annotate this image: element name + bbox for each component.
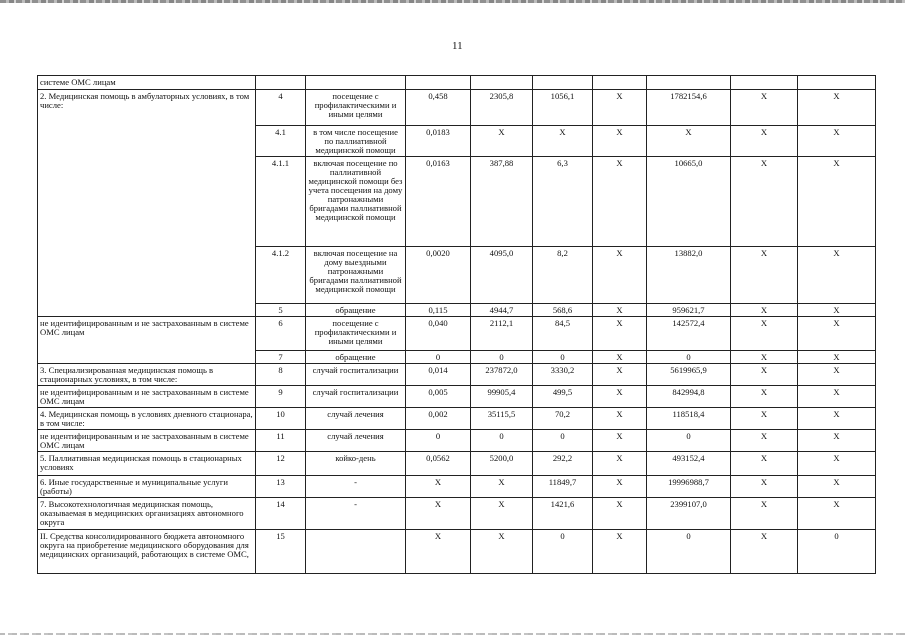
value-cell: 0,014 [406, 364, 471, 386]
row-number-cell: 7 [256, 351, 306, 364]
unit-cell: обращение [306, 304, 406, 317]
row-number-cell: 13 [256, 476, 306, 498]
table-row [38, 90, 876, 126]
value-cell: 959621,7 [647, 304, 731, 317]
value-cell: 0,458 [406, 90, 471, 126]
value-cell: 0 [798, 530, 876, 574]
value-cell: X [798, 452, 876, 476]
value-cell: 142572,4 [647, 317, 731, 351]
value-cell: X [533, 126, 593, 157]
value-cell: X [593, 157, 647, 247]
value-cell: X [593, 364, 647, 386]
value-cell: X [471, 476, 533, 498]
unit-cell: случай лечения [306, 430, 406, 452]
row-name-cell: 5. Паллиативная медицинская помощь в стационарных условиях [38, 452, 256, 476]
value-cell: X [731, 304, 798, 317]
unit-cell [306, 76, 406, 90]
row-number-cell: 4.1 [256, 126, 306, 157]
value-cell: X [798, 304, 876, 317]
value-cell: 0 [533, 530, 593, 574]
value-cell: 493152,4 [647, 452, 731, 476]
value-cell: 0 [406, 430, 471, 452]
value-cell: 0,040 [406, 317, 471, 351]
row-name-cell: не идентифицированным и не застрахованным в системе ОМС лицам [38, 317, 256, 364]
value-cell: X [731, 386, 798, 408]
value-cell: X [731, 408, 798, 430]
value-cell: X [471, 126, 533, 157]
value-cell: X [798, 386, 876, 408]
value-cell [471, 76, 533, 90]
value-cell: X [731, 126, 798, 157]
value-cell: X [731, 364, 798, 386]
table-row [38, 476, 876, 498]
row-name-cell: 4. Медицинская помощь в условиях дневного стационара, в том числе: [38, 408, 256, 430]
row-name-cell: системе ОМС лицам [38, 76, 256, 90]
value-cell: X [731, 317, 798, 351]
scan-edge-bottom [0, 633, 905, 635]
value-cell: 35115,5 [471, 408, 533, 430]
value-cell: X [798, 126, 876, 157]
financing-table [37, 75, 876, 574]
value-cell: X [798, 351, 876, 364]
value-cell: X [798, 157, 876, 247]
unit-cell: случай госпитализации [306, 386, 406, 408]
table-row [38, 76, 876, 90]
unit-cell: включая посещение на дому выездными патронажными бригадами паллиативной медицинской помощи [306, 247, 406, 304]
value-cell: 5200,0 [471, 452, 533, 476]
value-cell: 568,6 [533, 304, 593, 317]
page-number: 11 [452, 40, 463, 52]
value-cell: X [593, 386, 647, 408]
value-cell: 19996988,7 [647, 476, 731, 498]
row-number-cell: 12 [256, 452, 306, 476]
value-cell: 292,2 [533, 452, 593, 476]
value-cell: 0,005 [406, 386, 471, 408]
value-cell: X [798, 408, 876, 430]
value-cell: 11849,7 [533, 476, 593, 498]
value-cell [647, 76, 731, 90]
value-cell [731, 76, 798, 90]
unit-cell: посещение с профилактическими и иными целями [306, 317, 406, 351]
value-cell: 2112,1 [471, 317, 533, 351]
value-cell: X [798, 317, 876, 351]
row-number-cell [256, 76, 306, 90]
row-number-cell: 5 [256, 304, 306, 317]
value-cell: 0 [406, 351, 471, 364]
value-cell: X [593, 247, 647, 304]
value-cell: X [798, 247, 876, 304]
value-cell: 0,002 [406, 408, 471, 430]
row-number-cell: 10 [256, 408, 306, 430]
value-cell: 6,3 [533, 157, 593, 247]
unit-cell: - [306, 498, 406, 530]
value-cell: 70,2 [533, 408, 593, 430]
value-cell: X [593, 430, 647, 452]
table-row [38, 530, 876, 574]
table-row [38, 317, 876, 351]
value-cell: 2399107,0 [647, 498, 731, 530]
row-name-cell: 7. Высокотехнологичная медицинская помощь, оказываемая в медицинских организациях автономного округа [38, 498, 256, 530]
value-cell: 387,88 [471, 157, 533, 247]
value-cell: 0,115 [406, 304, 471, 317]
value-cell: X [593, 530, 647, 574]
row-name-cell: 6. Иные государственные и муниципальные услуги (работы) [38, 476, 256, 498]
value-cell: 2305,8 [471, 90, 533, 126]
unit-cell: случай госпитализации [306, 364, 406, 386]
value-cell: X [731, 351, 798, 364]
value-cell: X [593, 90, 647, 126]
value-cell: 13882,0 [647, 247, 731, 304]
table-row [38, 430, 876, 452]
value-cell: 0 [471, 430, 533, 452]
value-cell: X [593, 304, 647, 317]
value-cell [593, 76, 647, 90]
row-number-cell: 6 [256, 317, 306, 351]
unit-cell: случай лечения [306, 408, 406, 430]
value-cell [533, 76, 593, 90]
value-cell: 118518,4 [647, 408, 731, 430]
scan-edge-top [0, 0, 905, 3]
value-cell: X [471, 498, 533, 530]
value-cell: 1421,6 [533, 498, 593, 530]
value-cell: X [731, 247, 798, 304]
value-cell: 0 [647, 530, 731, 574]
value-cell: X [798, 90, 876, 126]
value-cell [798, 76, 876, 90]
row-number-cell: 4.1.2 [256, 247, 306, 304]
value-cell: X [593, 126, 647, 157]
value-cell: 4944,7 [471, 304, 533, 317]
unit-cell: включая посещение по паллиативной медицинской помощи без учета посещения на дому патронажными бригадами паллиативной медицинской помощи [306, 157, 406, 247]
value-cell: X [593, 476, 647, 498]
value-cell: 3330,2 [533, 364, 593, 386]
value-cell: 10665,0 [647, 157, 731, 247]
value-cell: X [731, 430, 798, 452]
row-number-cell: 4 [256, 90, 306, 126]
row-number-cell: 8 [256, 364, 306, 386]
row-number-cell: 14 [256, 498, 306, 530]
value-cell: X [731, 498, 798, 530]
value-cell: 0 [471, 351, 533, 364]
row-number-cell: 15 [256, 530, 306, 574]
row-number-cell: 9 [256, 386, 306, 408]
value-cell: X [593, 351, 647, 364]
value-cell: 0 [647, 351, 731, 364]
value-cell: X [731, 530, 798, 574]
unit-cell: в том числе посещение по паллиативной медицинской помощи [306, 126, 406, 157]
value-cell: 1782154,6 [647, 90, 731, 126]
value-cell: 237872,0 [471, 364, 533, 386]
row-name-cell: II. Средства консолидированного бюджета автономного округа на приобретение медицинского оборудования для медицинских организаций, работающих в системе ОМС, [38, 530, 256, 574]
table-row [38, 364, 876, 386]
value-cell: X [798, 430, 876, 452]
value-cell: X [731, 476, 798, 498]
value-cell: X [731, 452, 798, 476]
value-cell: X [593, 408, 647, 430]
row-name-cell: 2. Медицинская помощь в амбулаторных условиях, в том числе: [38, 90, 256, 317]
value-cell: X [593, 498, 647, 530]
table-row [38, 408, 876, 430]
value-cell: 0 [533, 430, 593, 452]
value-cell: 0,0562 [406, 452, 471, 476]
value-cell: X [731, 157, 798, 247]
row-number-cell: 11 [256, 430, 306, 452]
value-cell: X [731, 90, 798, 126]
row-number-cell: 4.1.1 [256, 157, 306, 247]
value-cell: 0,0020 [406, 247, 471, 304]
value-cell: X [406, 498, 471, 530]
value-cell: 84,5 [533, 317, 593, 351]
row-name-cell: не идентифицированным и не застрахованным в системе ОМС лицам [38, 430, 256, 452]
unit-cell: посещение с профилактическими и иными целями [306, 90, 406, 126]
value-cell: 99905,4 [471, 386, 533, 408]
unit-cell: койко-день [306, 452, 406, 476]
value-cell: X [471, 530, 533, 574]
value-cell: 499,5 [533, 386, 593, 408]
unit-cell: обращение [306, 351, 406, 364]
value-cell: 4095,0 [471, 247, 533, 304]
value-cell: X [647, 126, 731, 157]
row-name-cell: не идентифицированным и не застрахованным в системе ОМС лицам [38, 386, 256, 408]
value-cell: 1056,1 [533, 90, 593, 126]
table-row [38, 452, 876, 476]
value-cell: 0,0183 [406, 126, 471, 157]
value-cell: X [798, 476, 876, 498]
table-row [38, 498, 876, 530]
value-cell: X [798, 498, 876, 530]
value-cell: X [593, 452, 647, 476]
value-cell: 842994,8 [647, 386, 731, 408]
value-cell: X [593, 317, 647, 351]
table-row [38, 386, 876, 408]
unit-cell [306, 530, 406, 574]
value-cell: 0,0163 [406, 157, 471, 247]
value-cell [406, 76, 471, 90]
value-cell: 0 [647, 430, 731, 452]
value-cell: 8,2 [533, 247, 593, 304]
unit-cell: - [306, 476, 406, 498]
value-cell: X [798, 364, 876, 386]
row-name-cell: 3. Специализированная медицинская помощь в стационарных условиях, в том числе: [38, 364, 256, 386]
value-cell: X [406, 476, 471, 498]
value-cell: 5619965,9 [647, 364, 731, 386]
value-cell: X [406, 530, 471, 574]
value-cell: 0 [533, 351, 593, 364]
